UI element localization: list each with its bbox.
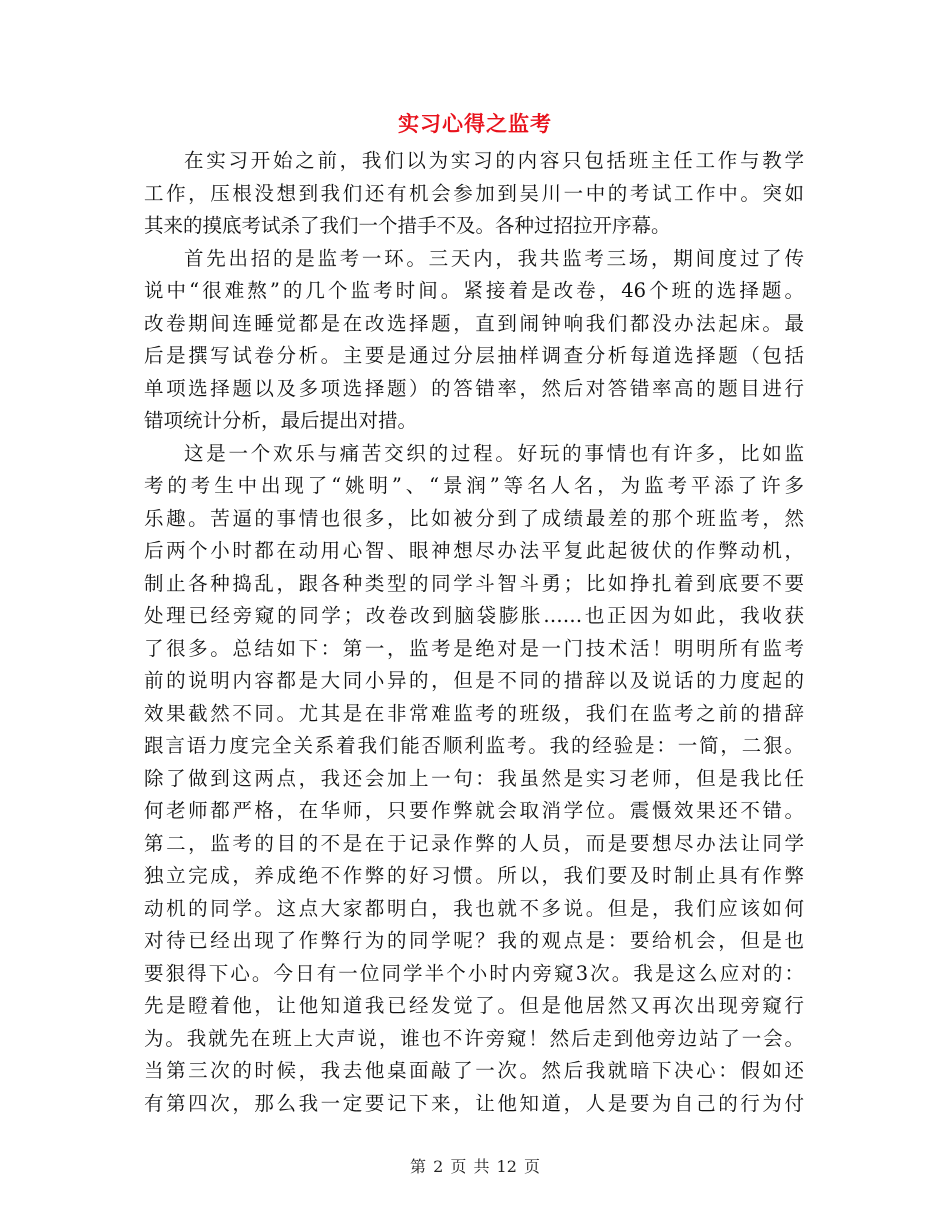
text-line: 考的考生中出现了“姚明”、“景润”等名人名，为监考平添了许多 xyxy=(144,474,804,497)
text-line: 这是一个欢乐与痛苦交织的过程。好玩的事情也有许多，比如监 xyxy=(184,441,804,465)
text-line: 第二，监考的目的不是在于记录作弊的人员，而是要想尽办法让同学 xyxy=(144,831,804,855)
text-line: 了很多。总结如下：第一，监考是绝对是一门技术活！明明所有监考 xyxy=(144,636,804,660)
document-title: 实习心得之监考 xyxy=(398,111,552,136)
text-line: 为。我就先在班上大声说，谁也不许旁窥！然后走到他旁边站了一会。 xyxy=(144,1026,804,1050)
text-line: 改卷期间连睡觉都是在改选择题，直到闹钟响我们都没办法起床。最 xyxy=(144,311,804,335)
text-line: 跟言语力度完全关系着我们能否顺利监考。我的经验是：一简，二狠。 xyxy=(144,734,804,757)
text-line: 错项统计分析，最后提出对措。 xyxy=(144,409,418,432)
text-line: 何老师都严格，在华师，只要作弊就会取消学位。震慑效果还不错。 xyxy=(144,799,804,822)
text-line: 处理已经旁窥的同学；改卷改到脑袋膨胀……也正因为如此，我收获 xyxy=(144,604,804,627)
text-line: 后两个小时都在动用心智、眼神想尽办法平复此起彼伏的作弊动机， xyxy=(144,539,804,562)
text-line: 前的说明内容都是大同小异的，但是不同的措辞以及说话的力度起的 xyxy=(144,669,804,692)
text-line: 当第三次的时候，我去他桌面敲了一次。然后我就暗下决心：假如还 xyxy=(144,1059,804,1082)
page-footer: 第 2 页 共 12 页 xyxy=(410,1157,540,1176)
text-line: 要狠得下心。今日有一位同学半个小时内旁窥3次。我是这么应对的： xyxy=(144,961,804,985)
text-line: 先是瞪着他，让他知道我已经发觉了。但是他居然又再次出现旁窥行 xyxy=(144,994,804,1017)
document-body xyxy=(144,145,804,1120)
text-line: 有第四次，那么我一定要记下来，让他知道，人是要为自己的行为付 xyxy=(144,1091,804,1115)
text-line: 单项选择题以及多项选择题）的答错率，然后对答错率高的题目进行 xyxy=(144,376,804,400)
text-line: 独立完成，养成绝不作弊的好习惯。所以，我们要及时制止具有作弊 xyxy=(144,864,804,887)
text-line: 对待已经出现了作弊行为的同学呢？我的观点是：要给机会，但是也 xyxy=(144,929,804,952)
text-line: 乐趣。苦逼的事情也很多，比如被分到了成绩最差的那个班监考，然 xyxy=(144,506,804,530)
text-line: 在实习开始之前，我们以为实习的内容只包括班主任工作与教学 xyxy=(184,149,804,172)
text-line: 其来的摸底考试杀了我们一个措手不及。各种过招拉开序幕。 xyxy=(144,214,671,237)
text-line: 首先出招的是监考一环。三天内，我共监考三场，期间度过了传 xyxy=(184,246,804,270)
text-line: 制止各种捣乱，跟各种类型的同学斗智斗勇；比如挣扎着到底要不要 xyxy=(144,571,804,595)
text-line: 后是撰写试卷分析。主要是通过分层抽样调查分析每道选择题（包括 xyxy=(144,344,804,367)
text-line: 说中“很难熬”的几个监考时间。紧接着是改卷，46个班的选择题。 xyxy=(144,279,804,302)
text-line: 动机的同学。这点大家都明白，我也就不多说。但是，我们应该如何 xyxy=(144,896,804,920)
text-line: 工作，压根没想到我们还有机会参加到吴川一中的考试工作中。突如 xyxy=(144,181,804,205)
text-line: 效果截然不同。尤其是在非常难监考的班级，我们在监考之前的措辞 xyxy=(144,701,804,725)
text-line: 除了做到这两点，我还会加上一句：我虽然是实习老师，但是我比任 xyxy=(144,766,804,790)
